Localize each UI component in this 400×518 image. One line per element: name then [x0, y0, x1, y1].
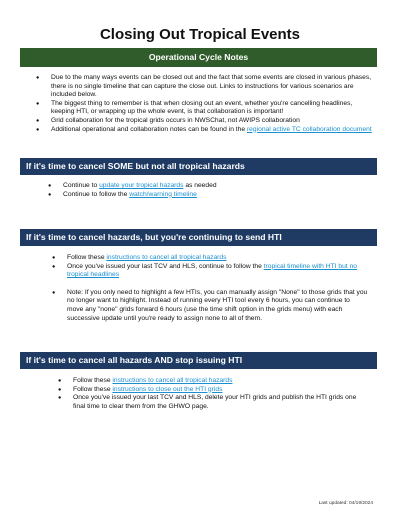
cancel-continue-hti-header: If it's time to cancel hazards, but you're continuing to send HTI [20, 229, 377, 246]
list-text: Follow these [73, 377, 113, 384]
list-text: Additional operational and collaboration notes can be found in the [51, 125, 247, 133]
page-title: Closing Out Tropical Events [99, 26, 301, 43]
list-text: Note: If you only need to highlight a few HTIs, you can manually assign "None" to those grids that you no longer want to highlight. Instead of running every HTI tool every 6 hours, you can continue to move any "none" grids forward 6 hours (use the time shift option in the grids menu) with each successive update until you're ready to assign none to all of them. [67, 288, 368, 322]
list-text: Continue to follow the [63, 190, 130, 198]
doc-link[interactable]: instructions to cancel all tropical hazards [106, 254, 227, 261]
doc-link[interactable]: update your tropical hazards [99, 182, 184, 189]
list-text: Follow these [73, 385, 113, 393]
cancel-all-list [58, 377, 370, 411]
doc-link[interactable]: instructions to cancel all tropical hazards [112, 377, 233, 384]
list-item [48, 191, 368, 200]
doc-link[interactable]: tropical timeline with HTI but no tropical headlines [67, 262, 357, 279]
list-text: The biggest thing to remember is that when closing out an event, whether you're cancelling headlines, keeping HTI, or wrapping up the whole event, is that collaboration is important! [51, 99, 353, 116]
last-updated: Last updated: 04/19/2024 [318, 501, 373, 506]
list-item [58, 394, 370, 411]
list-text: Due to the many ways events can be closed out and the fact that some events are closed in various phases, there is no single timeline that can capture the close out. Links to instructions for various scenarios are included below. [51, 74, 372, 99]
cancel-some-list [48, 182, 368, 199]
list-text: Follow these [67, 254, 107, 261]
cancel-some-header: If it's time to cancel SOME but not all tropical hazards [20, 158, 377, 175]
operational-cycle-notes-header: Operational Cycle Notes [20, 48, 377, 67]
list-item [48, 182, 368, 191]
list-text: Once you've issued your last TCV and HLS, continue to follow the [67, 262, 264, 270]
list-item [36, 100, 372, 117]
list-item [52, 263, 368, 280]
list-text: Once you've issued your last TCV and HLS, delete your HTI grids and publish the HTI grids one final time to clear them from the GHWO page. [73, 394, 357, 410]
list-text: as needed [183, 182, 217, 189]
doc-link[interactable]: watch/warning timeline [129, 190, 197, 198]
cancel-all-header: If it's time to cancel all hazards AND stop issuing HTI [20, 352, 377, 369]
list-item [52, 254, 368, 263]
doc-link[interactable]: instructions to close out the HTI grids [112, 385, 223, 393]
list-item [58, 377, 370, 386]
list-text: Grid collaboration for the tropical grids occurs in NWSChat, not AWIPS collaboration [51, 116, 300, 124]
doc-link[interactable]: regional active TC collaboration document [246, 125, 372, 133]
notes-list [36, 74, 372, 134]
cancel-continue-hti-list [52, 254, 368, 323]
list-item [52, 289, 368, 323]
list-item [36, 74, 372, 100]
list-item [58, 386, 370, 395]
list-item [36, 117, 372, 126]
list-spacer [52, 280, 368, 289]
list-text: Continue to [63, 182, 100, 189]
list-item [36, 126, 372, 135]
